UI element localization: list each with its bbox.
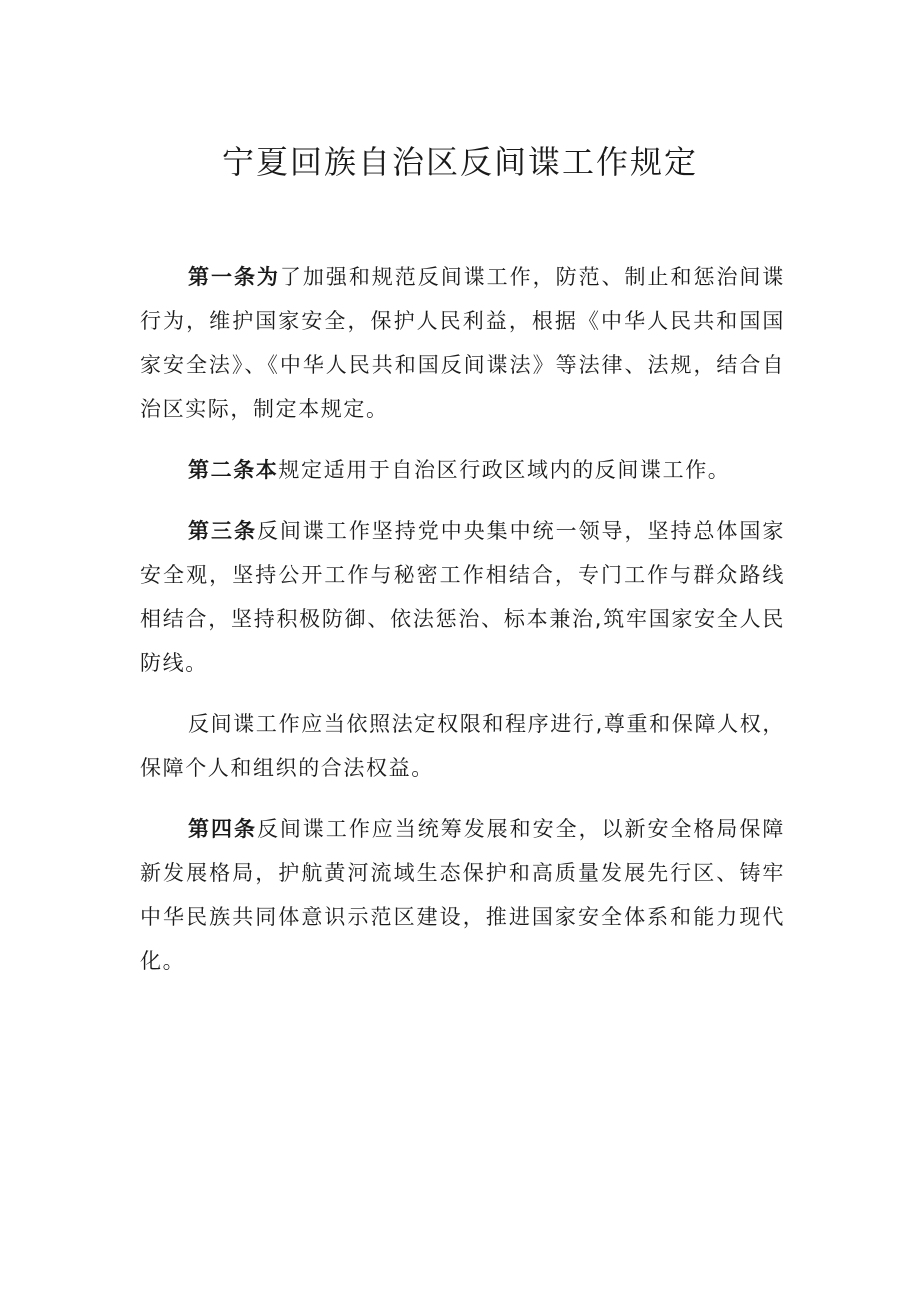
document-title: 宁夏回族自治区反间谍工作规定	[221, 143, 698, 181]
article-3-heading: 第三条	[188, 519, 257, 543]
article-4-paragraph	[140, 807, 785, 983]
article-3-text: 反间谍工作坚持党中央集中统一领导，坚持总体国家安全观，坚持公开工作与秘密工作相结合，专门工作与群众路线相结合，坚持积极防御、依法惩治、标本兼治,筑牢国家安全人民防线。	[140, 519, 785, 675]
article-2-text: 规定适用于自治区行政区域内的反间谍工作。	[278, 458, 731, 482]
article-2-paragraph	[140, 448, 785, 492]
article-1-heading: 第一条为	[188, 265, 280, 289]
document-body	[140, 255, 785, 1000]
article-3-paragraph	[140, 509, 785, 685]
article-2-heading: 第二条本	[188, 458, 279, 482]
article-3-continuation-text: 反间谍工作应当依照法定权限和程序进行,尊重和保障人权，保障个人和组织的合法权益。	[140, 712, 785, 780]
article-1-paragraph	[140, 255, 785, 431]
article-4-heading: 第四条	[188, 817, 257, 841]
article-4-text: 反间谍工作应当统筹发展和安全，以新安全格局保障新发展格局，护航黄河流域生态保护和高质量发展先行区、铸牢中华民族共同体意识示范区建设，推进国家安全体系和能力现代化。	[140, 817, 785, 973]
article-1-text: 了加强和规范反间谍工作，防范、制止和惩治间谍行为，维护国家安全，保护人民利益，根据《中华人民共和国国家安全法》、《中华人民共和国反间谍法》等法律、法规，结合自治区实际，制定本规定。	[140, 265, 785, 421]
article-3-continuation-paragraph	[140, 702, 785, 790]
